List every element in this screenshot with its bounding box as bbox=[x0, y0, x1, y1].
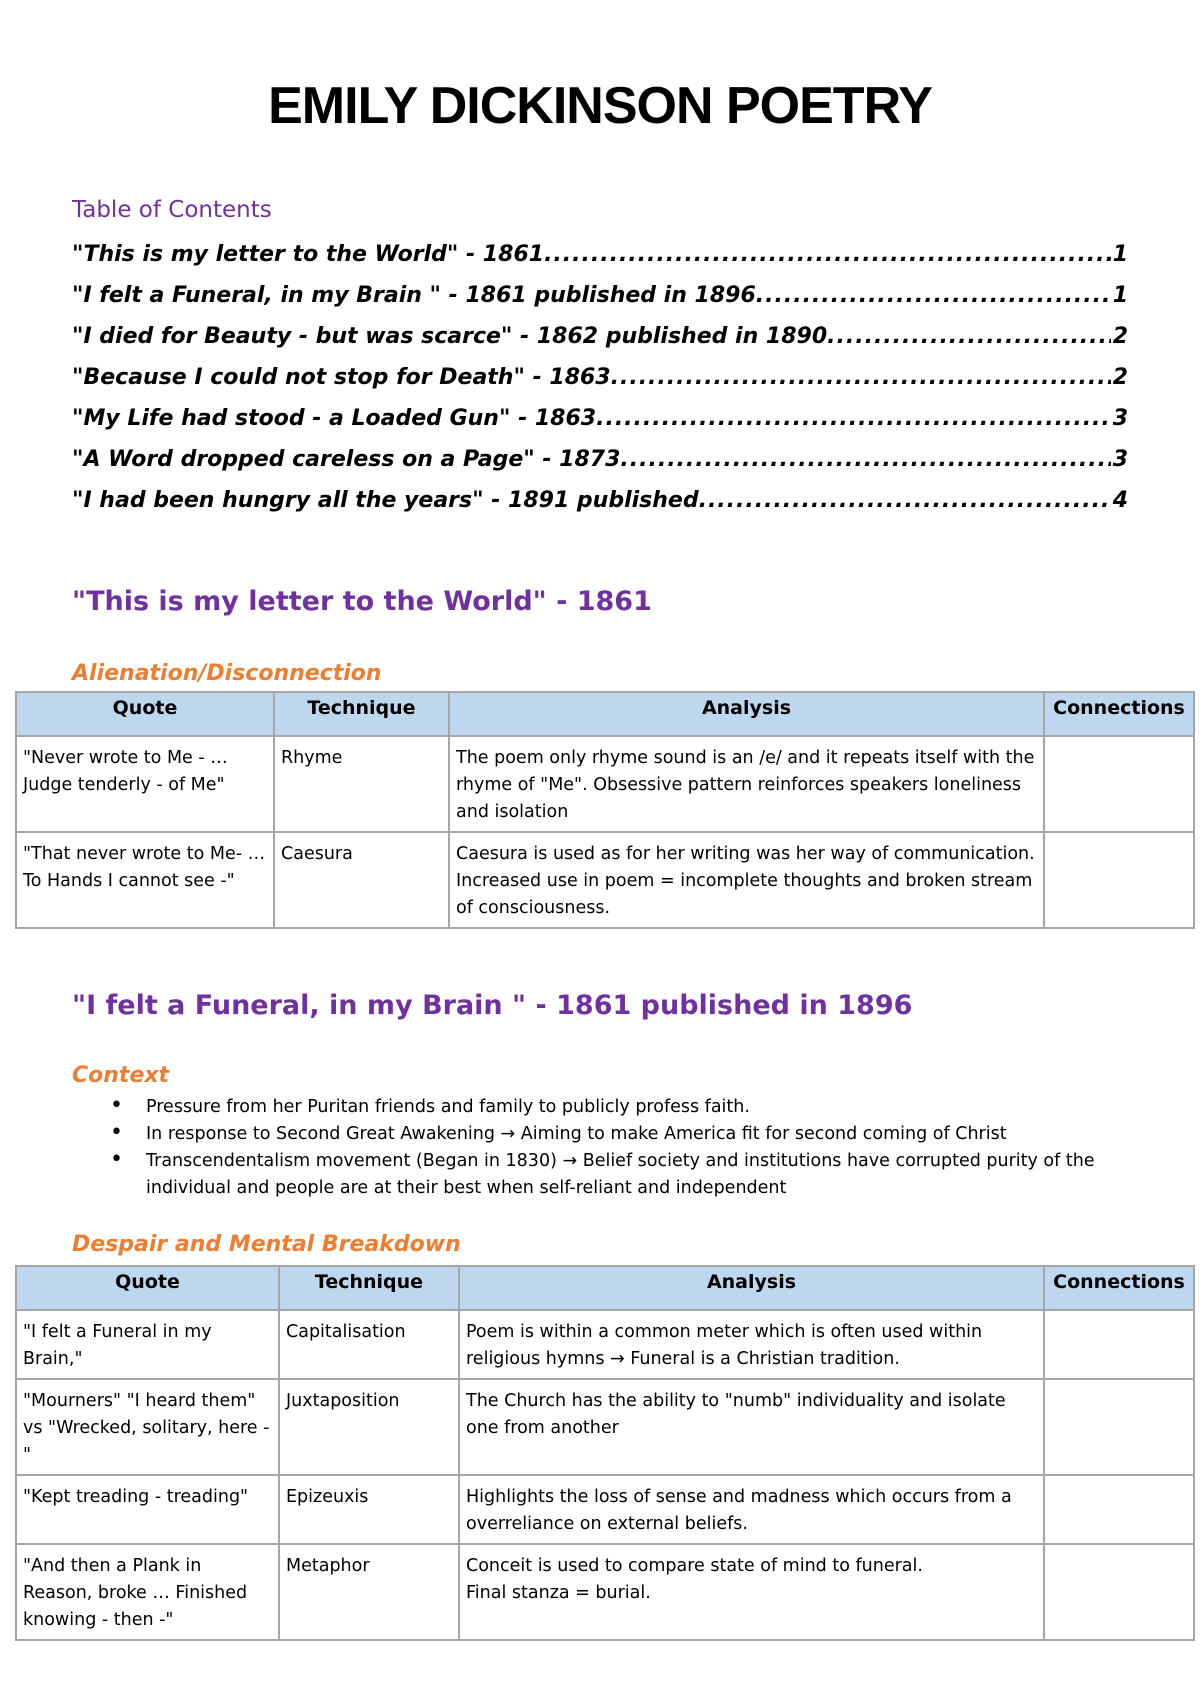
quote-cell: "Mourners" "I heard them" vs "Wrecked, solitary, here -" bbox=[16, 1379, 279, 1475]
table-row bbox=[16, 1544, 1194, 1640]
theme-heading-despair: Despair and Mental Breakdown bbox=[72, 1232, 461, 1257]
analysis-cell: Poem is within a common meter which is often used within religious hymns → Funeral is a Christian tradition. bbox=[459, 1310, 1044, 1379]
toc-leader-dots bbox=[827, 324, 1111, 349]
technique-cell: Epizeuxis bbox=[279, 1475, 459, 1544]
toc-leader-dots bbox=[544, 242, 1111, 267]
technique-cell: Juxtaposition bbox=[279, 1379, 459, 1475]
toc-entry-title: "A Word dropped careless on a Page" - 1873 bbox=[72, 447, 621, 472]
toc-entry[interactable] bbox=[72, 283, 1128, 324]
toc-page-number: 2 bbox=[1112, 365, 1128, 390]
theme-heading-alienation: Alienation/Disconnection bbox=[72, 661, 382, 686]
technique-cell: Rhyme bbox=[274, 736, 449, 832]
toc-entry-title: "My Life had stood - a Loaded Gun" - 1863 bbox=[72, 406, 597, 431]
toc-page-number: 4 bbox=[1112, 488, 1128, 513]
table-header-row bbox=[16, 692, 1194, 736]
column-header-connections: Connections bbox=[1044, 692, 1194, 736]
column-header-analysis: Analysis bbox=[449, 692, 1044, 736]
column-header-technique: Technique bbox=[279, 1266, 459, 1310]
analysis-cell: Caesura is used as for her writing was her way of communication. Increased use in poem = incomplete thoughts and broken stream of consciousness. bbox=[449, 832, 1044, 928]
toc-page-number: 1 bbox=[1112, 283, 1128, 308]
table-row bbox=[16, 1310, 1194, 1379]
table-header-row bbox=[16, 1266, 1194, 1310]
connections-cell bbox=[1044, 1379, 1194, 1475]
toc-entry-title: "This is my letter to the World" - 1861 bbox=[72, 242, 545, 267]
quote-cell: "Kept treading - treading" bbox=[16, 1475, 279, 1544]
document-title: EMILY DICKINSON POETRY bbox=[268, 77, 932, 135]
table-row bbox=[16, 736, 1194, 832]
toc-entry-title: "I had been hungry all the years" - 1891 published bbox=[72, 488, 699, 513]
toc-entry[interactable] bbox=[72, 242, 1128, 283]
column-header-analysis: Analysis bbox=[459, 1266, 1044, 1310]
toc-entry-title: "I felt a Funeral, in my Brain " - 1861 published in 1896 bbox=[72, 283, 756, 308]
technique-cell: Caesura bbox=[274, 832, 449, 928]
quote-cell: "Never wrote to Me - … Judge tenderly - of Me" bbox=[16, 736, 274, 832]
context-bullet-text: In response to Second Great Awakening → Aiming to make America fit for second coming of Christ bbox=[146, 1124, 1007, 1144]
toc-heading: Table of Contents bbox=[72, 197, 272, 223]
bullet-icon: • bbox=[110, 1147, 123, 1172]
column-header-technique: Technique bbox=[274, 692, 449, 736]
connections-cell bbox=[1044, 736, 1194, 832]
list-item bbox=[106, 1121, 1136, 1148]
table-of-contents bbox=[72, 242, 1128, 529]
toc-entry-title: "Because I could not stop for Death" - 1863 bbox=[72, 365, 611, 390]
context-heading: Context bbox=[72, 1063, 170, 1088]
toc-leader-dots bbox=[611, 365, 1111, 390]
connections-cell bbox=[1044, 832, 1194, 928]
toc-entry[interactable] bbox=[72, 365, 1128, 406]
toc-leader-dots bbox=[699, 488, 1111, 513]
connections-cell bbox=[1044, 1475, 1194, 1544]
toc-leader-dots bbox=[620, 447, 1110, 472]
context-bullet-list bbox=[106, 1094, 1136, 1202]
table-row bbox=[16, 1475, 1194, 1544]
connections-cell bbox=[1044, 1310, 1194, 1379]
quote-cell: "That never wrote to Me- … To Hands I cannot see -" bbox=[16, 832, 274, 928]
toc-entry-title: "I died for Beauty - but was scarce" - 1862 published in 1890 bbox=[72, 324, 828, 349]
bullet-icon: • bbox=[110, 1120, 123, 1145]
toc-page-number: 3 bbox=[1112, 447, 1128, 472]
context-bullet-text: Transcendentalism movement (Began in 1830) → Belief society and institutions have corrupted purity of the individual and people are at their best when self-reliant and independent bbox=[146, 1151, 1095, 1198]
analysis-table-funeral-in-brain bbox=[15, 1265, 1195, 1641]
toc-leader-dots bbox=[596, 406, 1111, 431]
section-heading-funeral-in-brain: "I felt a Funeral, in my Brain " - 1861 published in 1896 bbox=[72, 990, 913, 1021]
table-row bbox=[16, 832, 1194, 928]
analysis-table-letter-to-world bbox=[15, 691, 1195, 929]
toc-leader-dots bbox=[756, 283, 1111, 308]
quote-cell: "I felt a Funeral in my Brain," bbox=[16, 1310, 279, 1379]
bullet-icon: • bbox=[110, 1093, 123, 1118]
context-bullet-text: Pressure from her Puritan friends and family to publicly profess faith. bbox=[146, 1097, 750, 1117]
column-header-quote: Quote bbox=[16, 692, 274, 736]
toc-page-number: 1 bbox=[1112, 242, 1128, 267]
analysis-cell: The poem only rhyme sound is an /e/ and it repeats itself with the rhyme of "Me". Obsessive pattern reinforces speakers loneliness and isolation bbox=[449, 736, 1044, 832]
toc-page-number: 3 bbox=[1112, 406, 1128, 431]
analysis-cell: The Church has the ability to "numb" individuality and isolate one from another bbox=[459, 1379, 1044, 1475]
column-header-connections: Connections bbox=[1044, 1266, 1194, 1310]
toc-entry[interactable] bbox=[72, 324, 1128, 365]
section-heading-letter-to-world: "This is my letter to the World" - 1861 bbox=[72, 586, 652, 617]
list-item bbox=[106, 1148, 1136, 1202]
quote-cell: "And then a Plank in Reason, broke … Finished knowing - then -" bbox=[16, 1544, 279, 1640]
toc-entry[interactable] bbox=[72, 488, 1128, 529]
technique-cell: Metaphor bbox=[279, 1544, 459, 1640]
toc-page-number: 2 bbox=[1112, 324, 1128, 349]
analysis-cell: Conceit is used to compare state of mind to funeral. Final stanza = burial. bbox=[459, 1544, 1044, 1640]
list-item bbox=[106, 1094, 1136, 1121]
table-row bbox=[16, 1379, 1194, 1475]
column-header-quote: Quote bbox=[16, 1266, 279, 1310]
toc-entry[interactable] bbox=[72, 447, 1128, 488]
technique-cell: Capitalisation bbox=[279, 1310, 459, 1379]
connections-cell bbox=[1044, 1544, 1194, 1640]
analysis-cell: Highlights the loss of sense and madness which occurs from a overreliance on external beliefs. bbox=[459, 1475, 1044, 1544]
toc-entry[interactable] bbox=[72, 406, 1128, 447]
